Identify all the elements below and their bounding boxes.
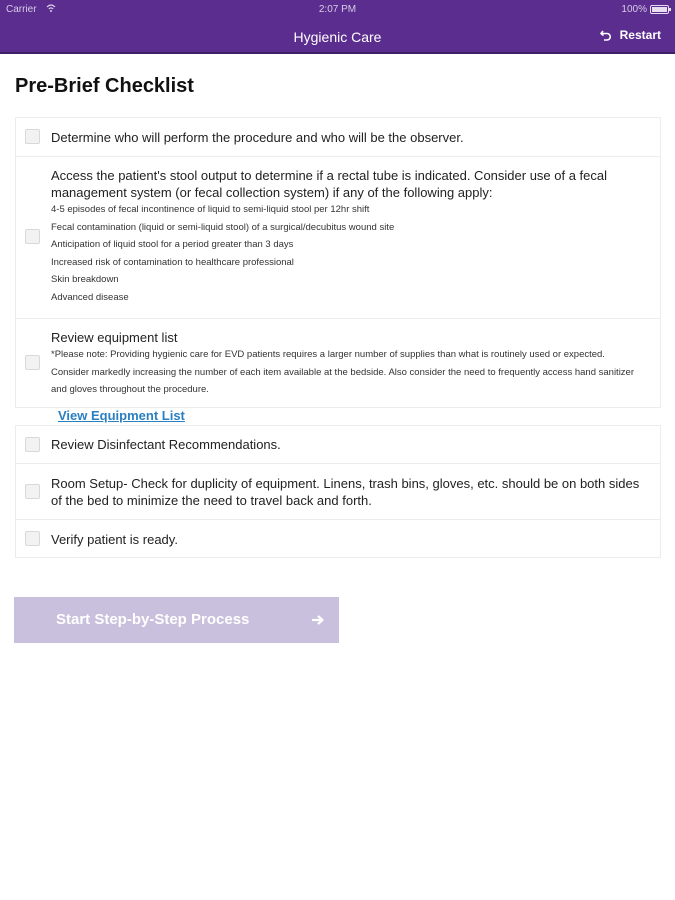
checklist-item-text: Determine who will perform the procedure and who will be the observer. [51,130,464,145]
checklist-item-disinfectant[interactable] [15,425,661,464]
page-title: Pre-Brief Checklist [15,75,194,97]
checklist-item-text: Verify patient is ready. [51,532,178,547]
criteria-item: Anticipation of liquid stool for a period greater than 3 days [51,239,294,250]
status-bar [0,0,675,20]
undo-icon [600,29,612,41]
criteria-item: 4-5 episodes of fecal incontinence of liquid to semi-liquid stool per 12hr shift [51,204,370,215]
checklist-item-equipment[interactable] [15,319,661,408]
carrier-label: Carrier [6,4,37,15]
checklist-item-text: Room Setup- Check for duplicity of equipment. Linens, trash bins, gloves, etc. should be on both sides of the bed to minimize the need to travel back and forth. [51,476,640,508]
nav-title: Hygienic Care [293,29,382,45]
restart-button[interactable] [600,28,661,42]
clock: 2:07 PM [318,4,357,15]
restart-label: Restart [619,28,661,42]
checklist-item-stool-output[interactable] [15,157,661,319]
checklist-item-main-text: Access the patient's stool output to determine if a rectal tube is indicated. Consider use of a fecal management system (or fecal collection system) if any of the following apply: [51,168,608,200]
start-button-label: Start Step-by-Step Process [56,611,250,628]
arrow-right-icon [311,613,325,627]
battery-icon [650,5,669,14]
criteria-item: Fecal contamination (liquid or semi-liquid stool) of a surgical/decubitus wound site [51,221,395,233]
checkbox[interactable] [25,229,40,244]
checklist-item-text [51,329,645,399]
nav-bar [0,0,675,54]
checklist-item-text [51,167,645,306]
criteria-item: Increased risk of contamination to healthcare professional [51,256,294,268]
checklist-item-main-text: Review equipment list [51,330,178,345]
equipment-note: *Please note: Providing hygienic care for EVD patients requires a larger number of supplies than what is routinely used or expected. Consider markedly increasing the number of each item available at the bedside. Also consider the need to frequently access hand sanitizer and gloves throughout the procedure. [51,349,635,395]
checklist-item-text: Review Disinfectant Recommendations. [51,437,281,452]
start-process-button[interactable] [14,597,339,643]
checklist-item-observer[interactable] [15,117,661,157]
checkbox[interactable] [25,129,40,144]
checkbox[interactable] [25,484,40,499]
checklist-item-room-setup[interactable] [15,464,661,520]
checkbox[interactable] [25,531,40,546]
checklist-item-verify-patient[interactable] [15,520,661,558]
checkbox[interactable] [25,355,40,370]
checkbox[interactable] [25,437,40,452]
criteria-item: Advanced disease [51,291,129,303]
battery-percent: 100% [621,4,647,15]
view-equipment-link[interactable]: View Equipment List [58,408,185,423]
criteria-item: Skin breakdown [51,274,119,285]
